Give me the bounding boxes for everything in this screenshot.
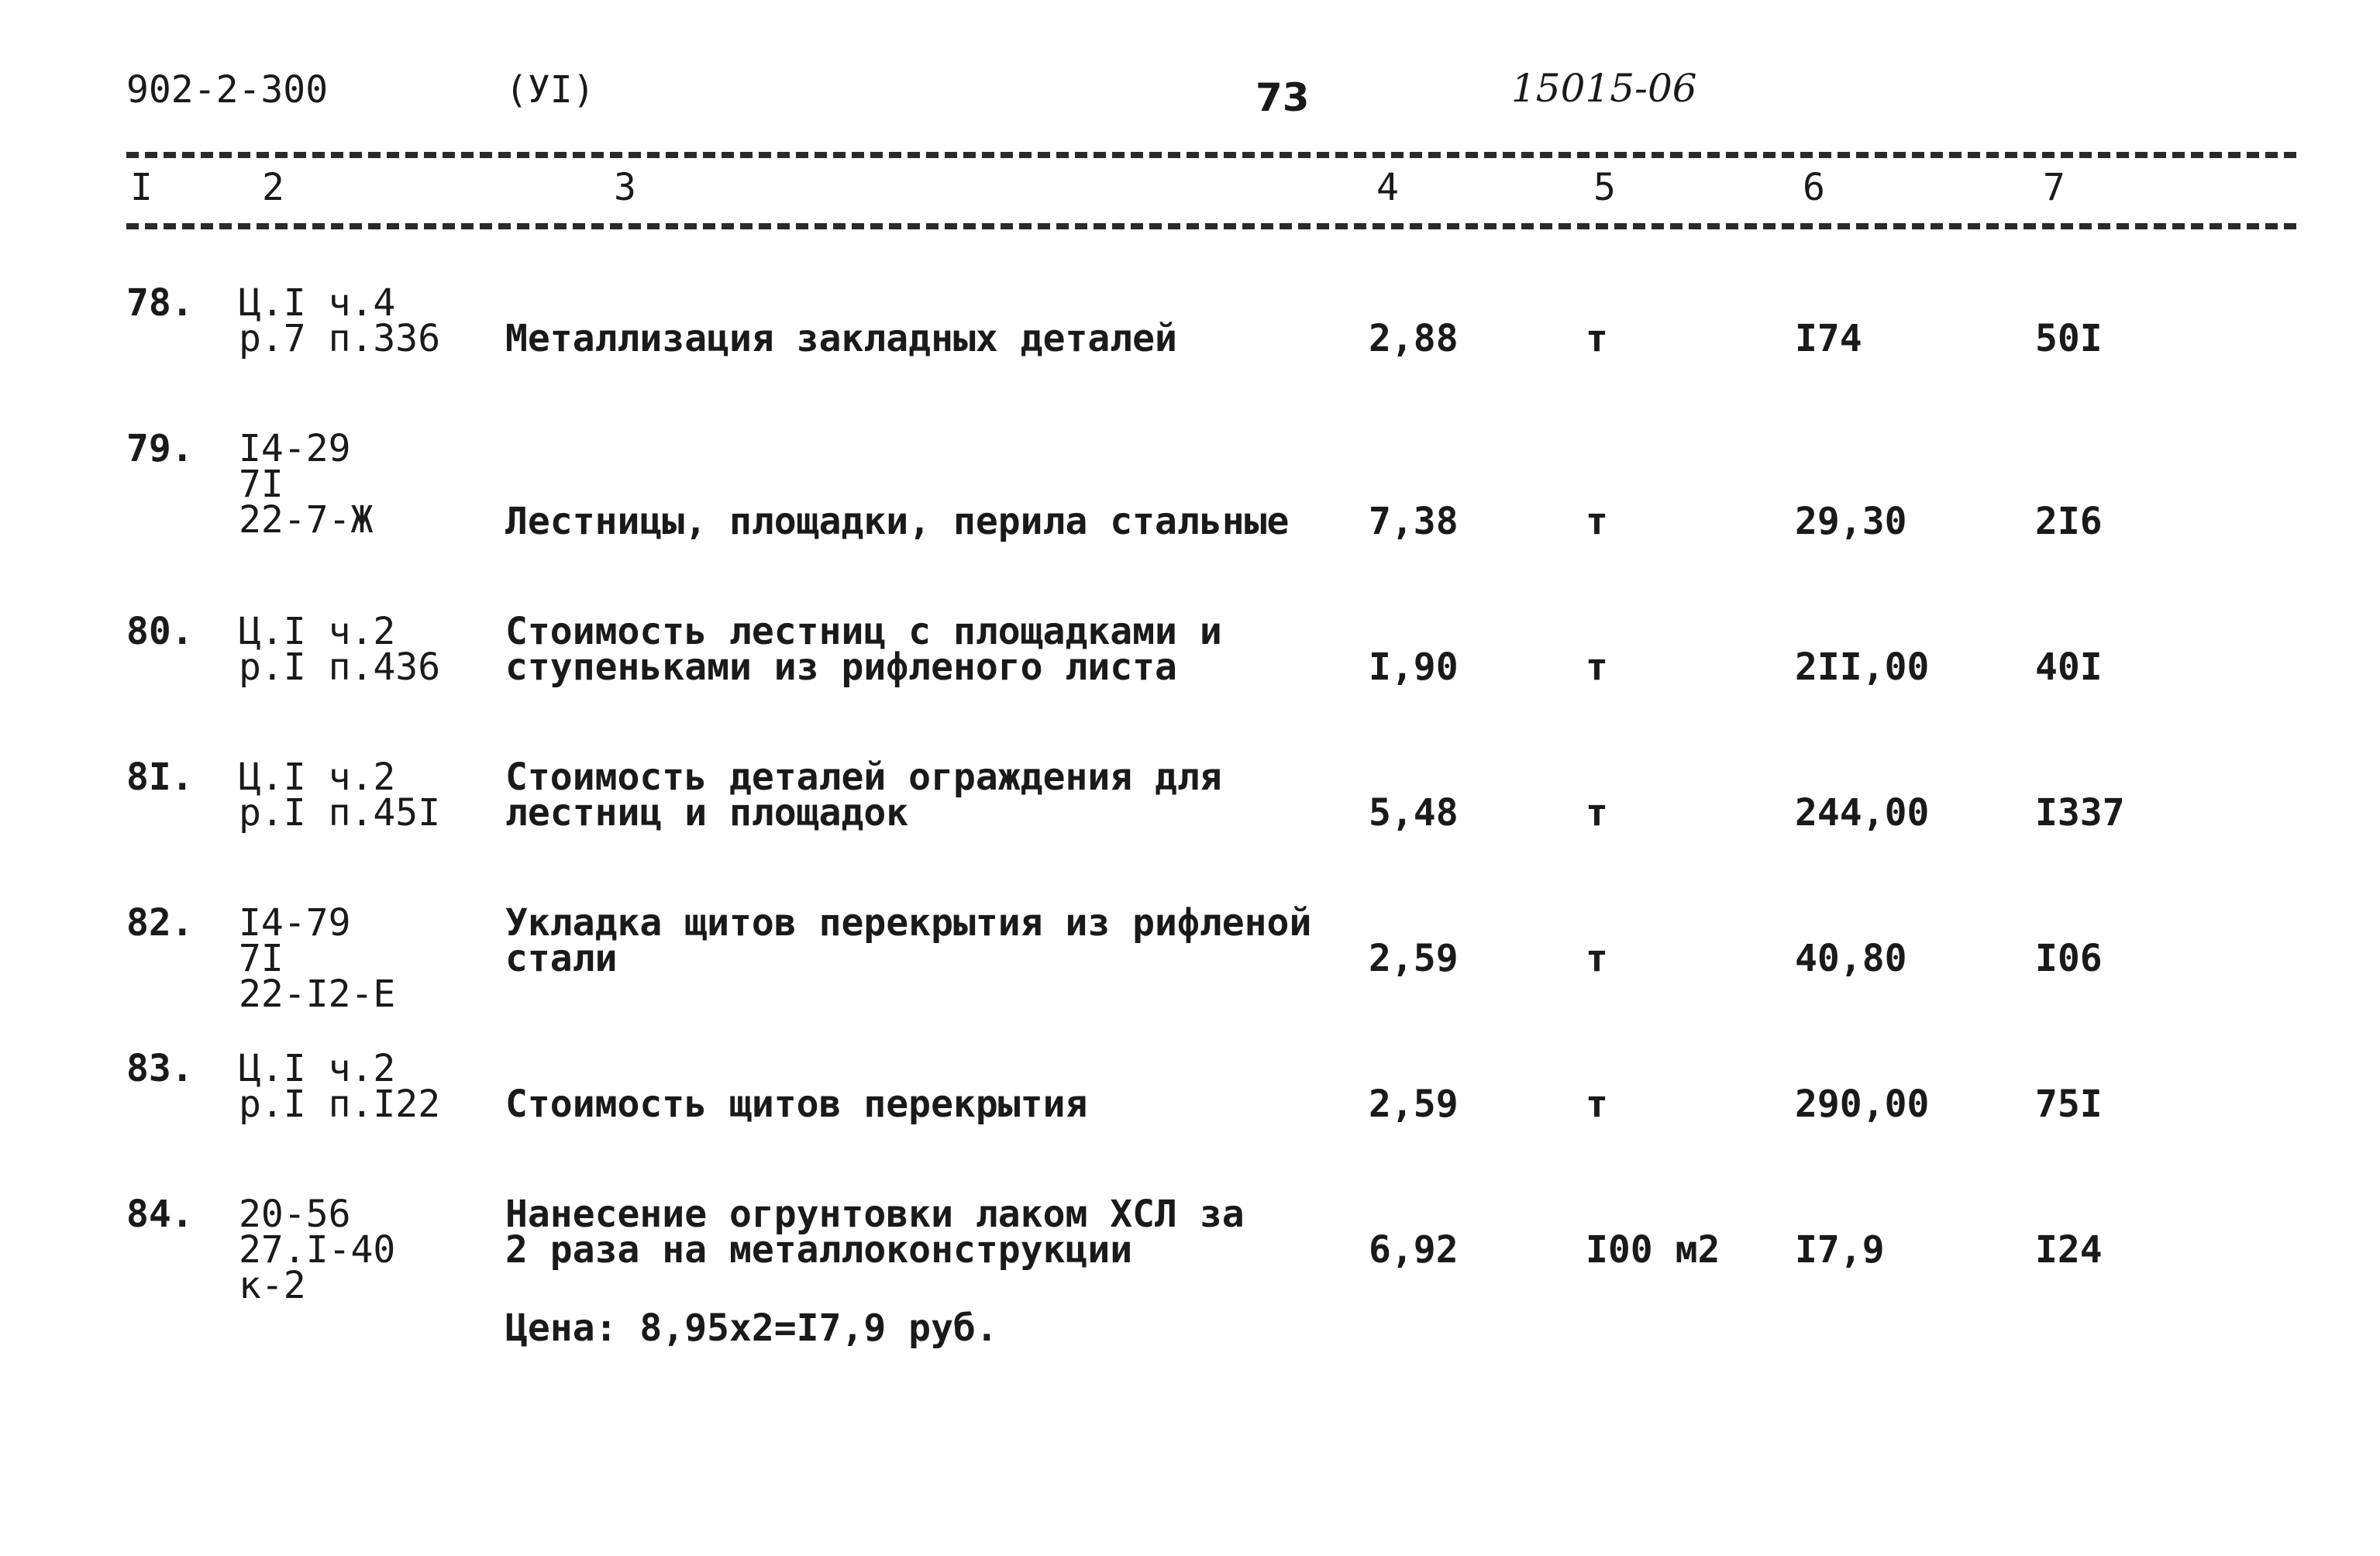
row-number: 80. [126,610,194,653]
unit: т [1586,937,1608,980]
price-note: Цена: 8,95х2=I7,9 руб. [505,1306,998,1350]
work-description: Укладка щитов перекрытия из рифленой стали [505,901,1312,980]
unit-price: 244,00 [1795,791,1930,835]
rate-code: Ц.I ч.2 р.I п.I22 [239,1047,441,1126]
rate-code: Ц.I ч.2 р.I п.436 [239,610,441,689]
quantity: 2,59 [1369,1083,1459,1126]
total-cost: I337 [2035,791,2125,835]
quantity: 7,38 [1369,500,1459,543]
column-number-4: 4 [1376,166,1399,209]
column-number-6: 6 [1803,166,1825,209]
rate-code: I4-79 7I 22-I2-Е [239,901,396,1016]
total-cost: 2I6 [2035,500,2103,543]
total-cost: 50I [2035,317,2103,360]
unit: т [1586,500,1608,543]
work-description: Лестницы, площадки, перила стальные [505,500,1290,543]
unit-price: 40,80 [1795,937,1907,980]
unit: т [1586,1083,1608,1126]
unit-price: I7,9 [1795,1228,1885,1272]
row-number: 83. [126,1047,194,1090]
total-cost: 75I [2035,1083,2103,1126]
row-number: 82. [126,901,194,945]
work-description: Стоимость деталей ограждения для лестниц и площадок [505,756,1222,835]
row-number: 79. [126,427,194,470]
unit-price: 290,00 [1795,1083,1930,1126]
project-code: 902-2-300 [126,68,329,112]
work-description: Металлизация закладных деталей [505,317,1177,360]
row-number: 78. [126,281,194,325]
rate-code: I4-29 7I 22-7-Ж [239,427,374,542]
rate-code: Ц.I ч.4 р.7 п.336 [239,281,441,360]
page-number: 73 [1255,75,1310,120]
rate-code: 20-56 27.I-40 к-2 [239,1193,396,1307]
column-number-3: 3 [614,166,636,209]
total-cost: I06 [2035,937,2103,980]
unit-price: 2II,00 [1795,645,1930,689]
work-description: Нанесение огрунтовки лаком ХСЛ за 2 раза на металлоконструкции [505,1193,1245,1272]
unit: т [1586,317,1608,360]
unit: т [1586,791,1608,835]
total-cost: 40I [2035,645,2103,689]
quantity: 2,88 [1369,317,1459,360]
unit-price: I74 [1795,317,1862,360]
total-cost: I24 [2035,1228,2103,1272]
work-description: Стоимость щитов перекрытия [505,1083,1088,1126]
dashed-rule-bottom [126,223,2296,229]
unit: т [1586,645,1608,689]
column-number-2: 2 [262,166,284,209]
quantity: I,90 [1369,645,1459,689]
column-number-7: 7 [2043,166,2065,209]
section-number: (УI) [505,68,595,112]
row-number: 84. [126,1193,194,1236]
quantity: 6,92 [1369,1228,1459,1272]
unit: I00 м2 [1586,1228,1720,1272]
row-number: 8I. [126,756,194,799]
rate-code: Ц.I ч.2 р.I п.45I [239,756,441,835]
quantity: 5,48 [1369,791,1459,835]
dashed-rule-top [126,152,2296,158]
quantity: 2,59 [1369,937,1459,980]
unit-price: 29,30 [1795,500,1907,543]
column-number-5: 5 [1593,166,1616,209]
handwritten-doc-number: 15015-06 [1511,66,1697,111]
work-description: Стоимость лестниц с площадками и ступеньками из рифленого листа [505,610,1222,689]
column-number-1: I [130,166,153,209]
